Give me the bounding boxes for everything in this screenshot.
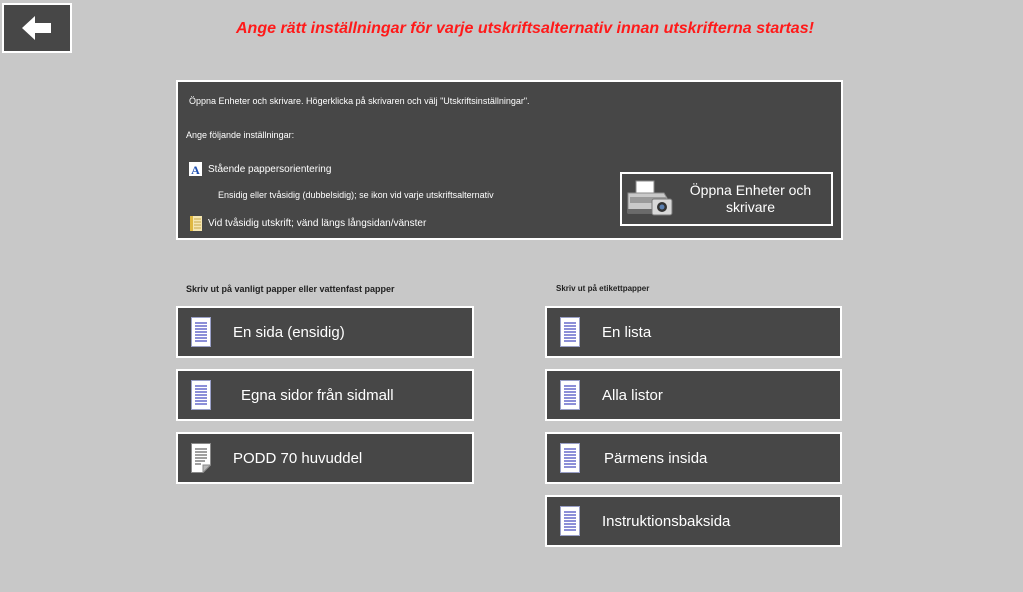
instruction-text: Öppna Enheter och skrivare. Högerklicka på skrivaren och välj "Utskriftsinställningar". (189, 96, 530, 106)
plain-paper-section-title: Skriv ut på vanligt papper eller vattenfast papper (186, 284, 395, 294)
warning-message: Ange rätt inställningar för varje utskriftsalternativ innan utskrifterna startas! (236, 20, 814, 37)
svg-text:A: A (191, 163, 200, 176)
print-single-page-button[interactable] (176, 306, 474, 358)
print-button-label: Pärmens insida (604, 449, 708, 467)
print-binder-inside-button[interactable] (545, 432, 842, 484)
document-icon (560, 380, 580, 410)
arrow-left-icon (22, 16, 52, 40)
flip-long-edge-icon (190, 216, 202, 231)
print-button-label: Instruktionsbaksida (602, 512, 731, 530)
document-icon (191, 380, 211, 410)
duplex-text: Ensidig eller tvåsidig (dubbelsidig); se ikon vid varje utskriftsalternativ (218, 190, 494, 200)
print-all-lists-button[interactable] (545, 369, 842, 421)
back-button[interactable] (2, 3, 72, 53)
print-instruction-back-button[interactable] (545, 495, 842, 547)
print-button-label: PODD 70 huvuddel (233, 449, 363, 467)
label-paper-section-title: Skriv ut på etikettpapper (556, 284, 650, 293)
print-button-label: Egna sidor från sidmall (241, 386, 394, 404)
printer-settings-panel (176, 80, 843, 240)
print-one-list-button[interactable] (545, 306, 842, 358)
document-icon (191, 317, 211, 347)
document-icon (560, 443, 580, 473)
print-button-label: En sida (ensidig) (233, 323, 345, 341)
document-icon (560, 317, 580, 347)
open-devices-and-printers-button[interactable] (620, 172, 833, 226)
portrait-orientation-icon (189, 162, 202, 176)
print-podd70-main-button[interactable] (176, 432, 474, 484)
settings-heading: Ange följande inställningar: (186, 130, 295, 140)
printer-icon (624, 179, 676, 219)
open-devices-label: Öppna Enheter och skrivare (689, 182, 812, 215)
flip-text: Vid tvåsidig utskrift; vänd längs långsidan/vänster (208, 218, 427, 229)
duplex-document-icon (191, 443, 211, 473)
print-custom-pages-button[interactable] (176, 369, 474, 421)
document-icon (560, 506, 580, 536)
orientation-text: Stående pappersorientering (208, 164, 332, 175)
print-button-label: Alla listor (602, 386, 663, 404)
print-button-label: En lista (602, 323, 652, 341)
